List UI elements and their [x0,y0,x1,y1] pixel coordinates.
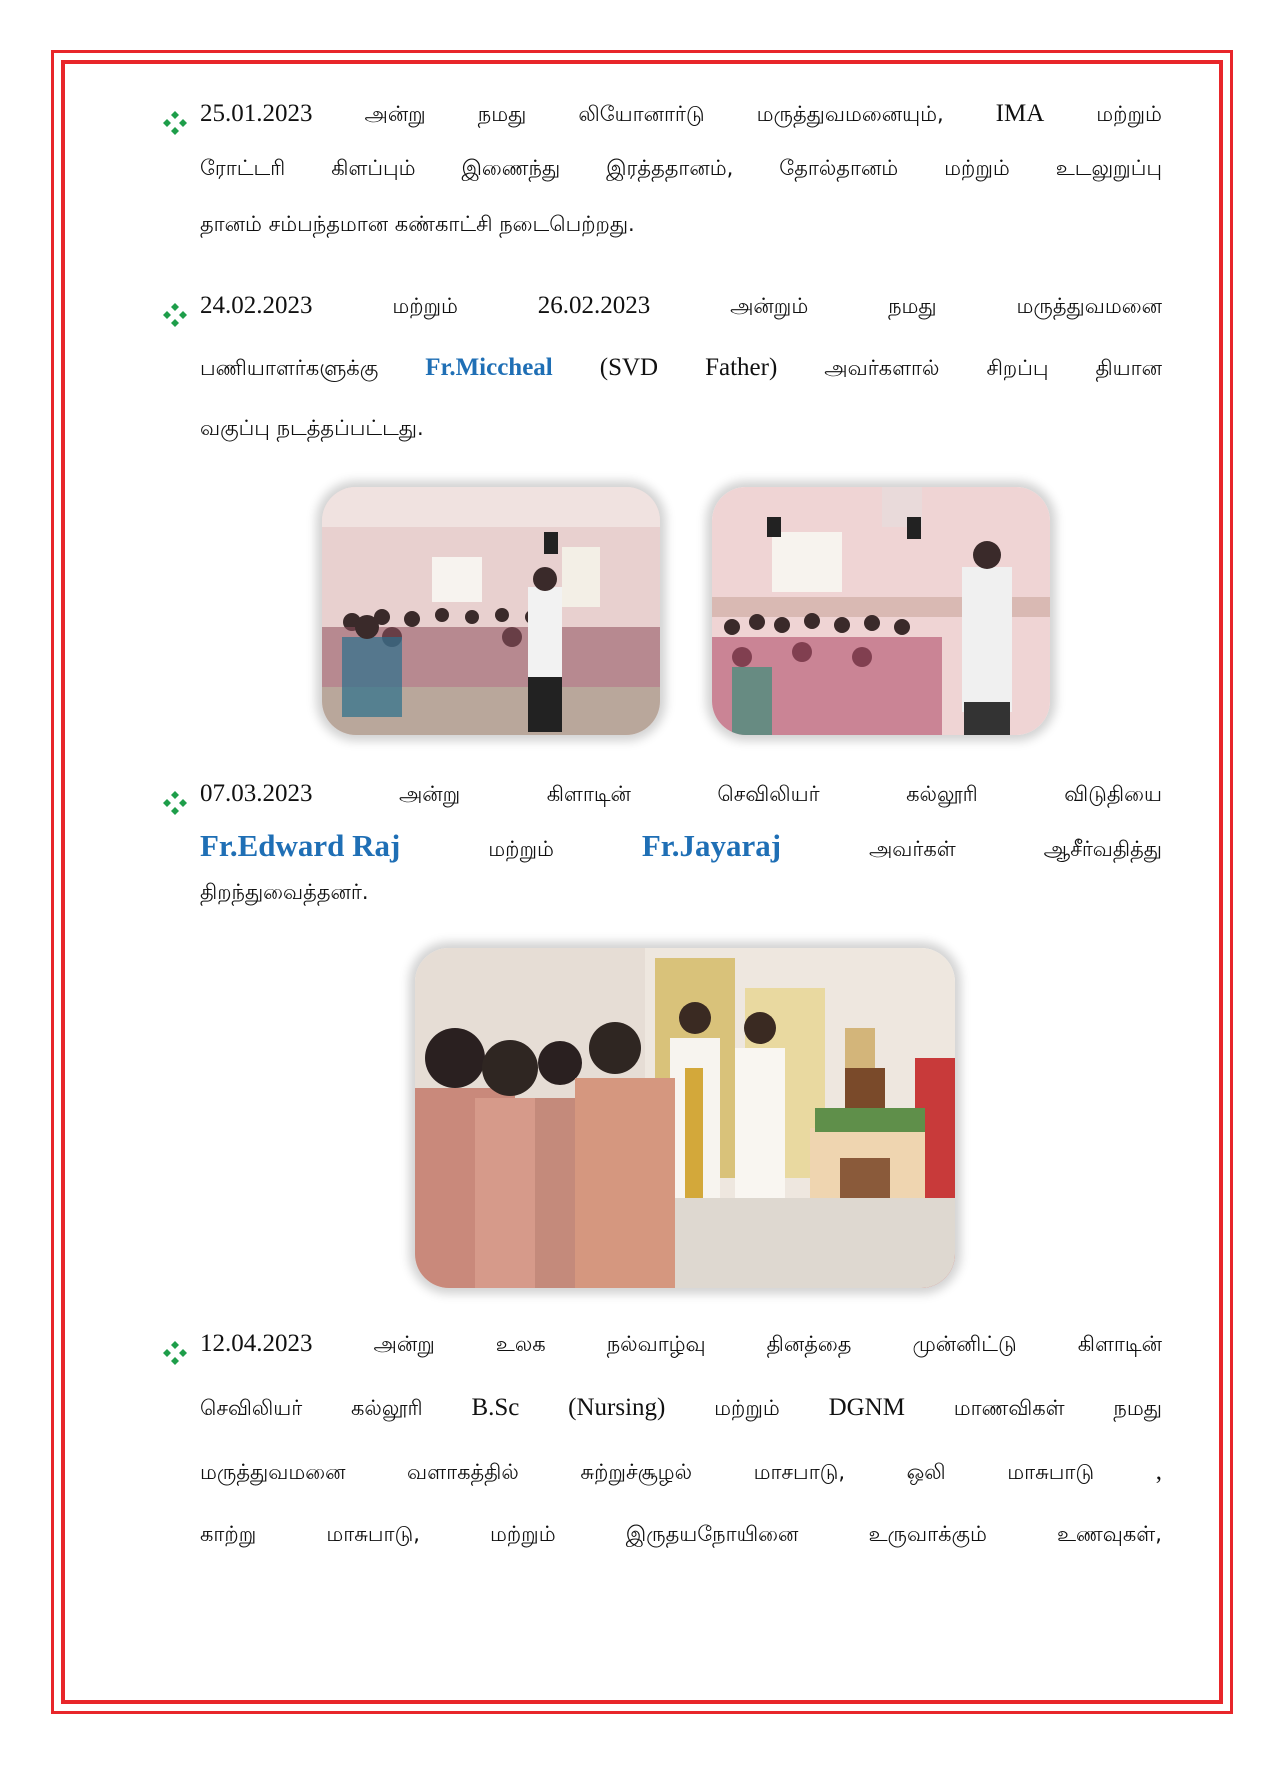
word: மற்றும் [488,837,554,861]
word: IMA [995,100,1045,127]
word: உலக [495,1332,546,1356]
word: , [1155,1458,1162,1485]
word: இணைந்து [461,156,561,180]
word: மருத்துவமனையும், [756,102,944,126]
word: (SVD [599,354,659,381]
word: கல்லூரி [906,782,978,806]
word: கிளாடின் [1077,1332,1162,1356]
word: அன்று [364,102,426,126]
item-3-line-2 [200,828,1162,864]
word: இரத்ததானம், [606,156,734,180]
word: லியோனார்டு [578,102,705,126]
word: காற்று [200,1522,257,1546]
word: பணியாளர்களுக்கு [200,356,379,380]
word: அன்று [398,782,461,806]
word: மாசபாடு, [753,1460,846,1484]
date: 07.03.2023 [200,780,313,807]
word: Father) [705,354,778,381]
word: உடலுறுப்பு [1055,156,1162,180]
item-3-line-3 [200,880,1162,907]
text: திறந்துவைத்தனர். [200,880,369,904]
diamond-bullet-icon [162,302,188,328]
word: அன்றும் [730,294,809,318]
word: வளாகத்தில் [407,1460,519,1484]
item-4-line-2 [200,1394,1162,1423]
word: இருதயநோயினை [625,1522,799,1546]
word: உருவாக்கும் [868,1522,987,1546]
word: தினத்தை [766,1332,852,1356]
date: 26.02.2023 [537,292,651,319]
item-4-line-1 [200,1330,1162,1359]
word: மற்றும் [1096,102,1162,126]
hostel-blessing-photo [415,948,955,1288]
word: ஒலி [906,1460,946,1484]
item-2-line-2 [200,354,1162,383]
item-2-line-3 [200,416,1162,443]
word: மற்றும் [489,1522,556,1546]
word: கிளப்பும் [331,156,416,180]
word: செவிலியர் [200,1396,303,1420]
word: நமது [888,294,937,318]
diamond-bullet-icon [162,790,188,816]
word: சிறப்பு [986,356,1049,380]
priest-name: Fr.Miccheal [425,354,553,381]
priest-name: Fr.Jayaraj [641,828,782,863]
date: 25.01.2023 [200,100,313,127]
text: தானம் சம்பந்தமான கண்காட்சி நடைபெற்றது. [200,212,635,236]
item-3-line-1 [200,780,1162,809]
word: மற்றும் [392,294,458,318]
word: செவிலியர் [717,782,820,806]
word: நமது [1113,1396,1162,1420]
date: 24.02.2023 [200,292,313,319]
diamond-bullet-icon [162,110,188,136]
word: B.Sc [471,1394,520,1421]
word: சுற்றுச்சூழல் [580,1460,692,1484]
word: மற்றும் [714,1396,780,1420]
item-1-line-2 [200,156,1162,183]
word: விடுதியை [1064,782,1162,806]
word: தோல்தானம் [779,156,899,180]
item-1-line-1 [200,100,1162,129]
word: அன்று [373,1332,435,1356]
word: DGNM [828,1394,905,1421]
meditation-class-photo-2 [712,487,1050,735]
text: வகுப்பு நடத்தப்பட்டது. [200,416,424,440]
word: (Nursing) [568,1394,666,1421]
item-2-line-1 [200,292,1162,321]
word: மாசுபாடு [1007,1460,1095,1484]
word: முன்னிட்டு [912,1332,1017,1356]
meditation-class-photo-1 [322,487,660,735]
item-4-line-4 [200,1522,1162,1549]
item-4-line-3 [200,1458,1162,1487]
word: மருத்துவமனை [200,1460,346,1484]
word: மற்றும் [944,156,1010,180]
date: 12.04.2023 [200,1330,313,1357]
word: மருத்துவமனை [1016,294,1162,318]
word: மாணவிகள் [953,1396,1065,1420]
item-1-line-3 [200,212,1162,239]
priest-name: Fr.Edward Raj [200,828,401,863]
diamond-bullet-icon [162,1340,188,1366]
word: ஆசீர்வதித்து [1043,837,1162,861]
word: கல்லூரி [351,1396,423,1420]
word: நல்வாழ்வு [606,1332,706,1356]
word: அவர்களால் [824,356,940,380]
word: மாசுபாடு, [326,1522,420,1546]
word: அவர்கள் [868,837,956,861]
word: உணவுகள், [1057,1522,1162,1546]
word: நமது [477,102,527,126]
word: தியான [1095,356,1162,380]
word: கிளாடின் [546,782,631,806]
word: ரோட்டரி [200,156,286,180]
